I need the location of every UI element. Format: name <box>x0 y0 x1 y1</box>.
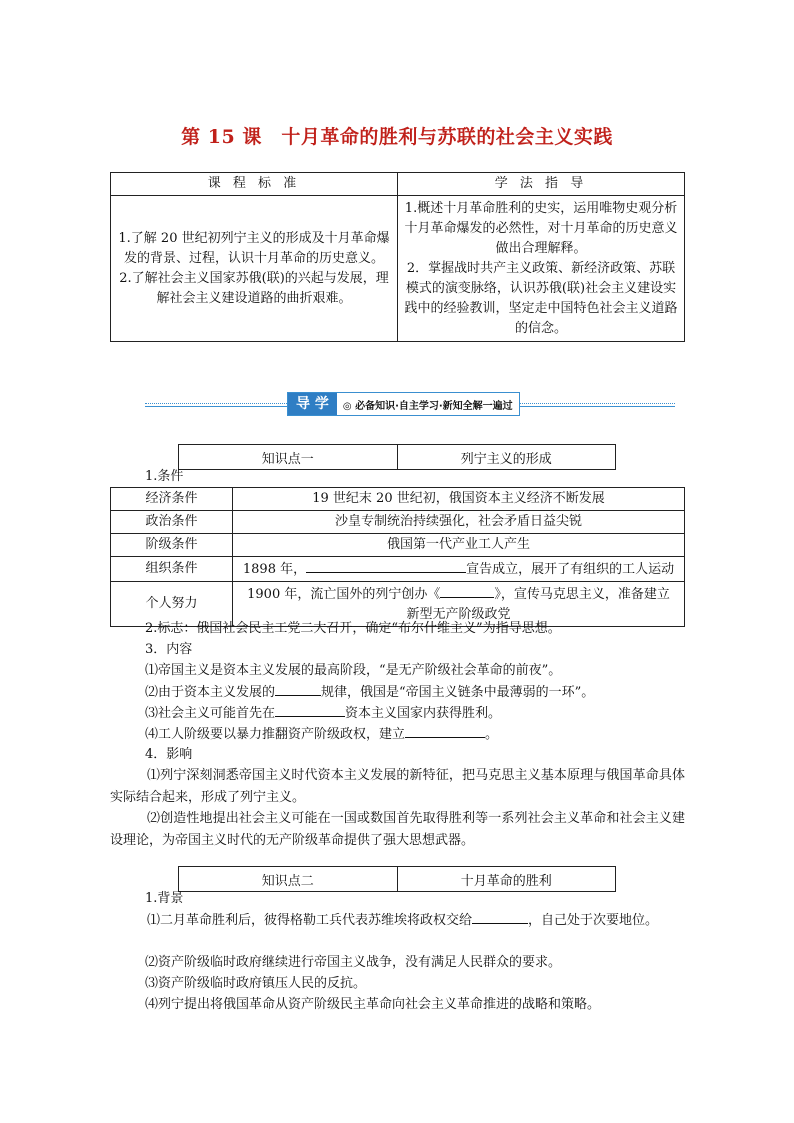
condition-text: 1898 年， <box>242 562 307 577</box>
kp2-name: 十月革命的胜利 <box>397 867 616 892</box>
kp1-section-conditions: 1.条件 <box>145 469 184 484</box>
method-guide-header: 学 法 指 导 <box>398 173 685 196</box>
standards-header: 课 程 标 准 <box>111 173 398 196</box>
kp2-section-background: 1.背景 <box>145 891 184 906</box>
content-text: ⑷工人阶级要以暴力推翻资产阶级政权，建立 <box>145 727 406 742</box>
curriculum-standards-table <box>110 172 685 342</box>
content-item <box>145 702 685 725</box>
background-text: ⑴二月革命胜利后，彼得格勒工兵代表苏维埃将政权交给 <box>147 913 473 928</box>
kp2-label: 知识点二 <box>179 867 398 892</box>
banner-tag <box>287 392 520 416</box>
conditions-table <box>110 487 685 627</box>
banner-label: 导 学 <box>288 393 337 415</box>
content-item: ⑴帝国主义是资本主义发展的最高阶段，“是无产阶级社会革命的前夜”。 <box>145 663 562 678</box>
background-item: ⑶资产阶级临时政府镇压人民的反抗。 <box>145 976 367 991</box>
content-text: 规律，俄国是“帝国主义链条中最薄弱的一环”。 <box>321 685 595 700</box>
background-item <box>110 909 685 932</box>
condition-key: 个人努力 <box>111 582 233 627</box>
content-item <box>145 723 685 746</box>
impact-item: ⑵创造性地提出社会主义可能在一国或数国首先取得胜利等一系列社会主义革命和社会主义建设理论，为帝国主义时代的无产阶级革命提供了强大思想武器。 <box>110 811 685 848</box>
kp1-sign: 2.标志：俄国社会民主工党二大召开，确定“布尔什维主义”为指导思想。 <box>145 621 561 636</box>
condition-key: 组织条件 <box>111 557 233 582</box>
banner-subtitle: ◎ 必备知识·自主学习·新知全解一遍过 <box>342 400 513 412</box>
content-text: 资本主义国家内获得胜利。 <box>345 706 502 721</box>
condition-text: 新型无产阶级政党 <box>406 607 511 622</box>
condition-value: 19 世纪末 20 世纪初，俄国资本主义经济不断发展 <box>233 488 685 511</box>
guide-item: 2．掌握战时共产主义政策、新经济政策、苏联模式的演变脉络，认识苏俄(联)社会主义建设实践中的经验教训，坚定走中国特色社会主义道路的信念。 <box>404 260 678 336</box>
section-banner <box>145 392 675 416</box>
guide-item: 1.概述十月革命胜利的史实，运用唯物史观分析十月革命爆发的必然性，对十月革命的历史意义做出合理解释。 <box>404 200 678 256</box>
fill-in-blank[interactable] <box>306 558 466 573</box>
fill-in-blank[interactable] <box>405 723 485 738</box>
content-text: 。 <box>485 727 499 742</box>
standard-item: 2.了解社会主义国家苏俄(联)的兴起与发展，理解社会主义建设道路的曲折艰难。 <box>119 270 389 306</box>
standards-cell <box>111 196 398 342</box>
background-item: ⑵资产阶级临时政府继续进行帝国主义战争，没有满足人民群众的要求。 <box>145 955 562 970</box>
condition-value: 沙皇专制统治持续强化，社会矛盾日益尖锐 <box>233 511 685 534</box>
content-item <box>145 681 685 704</box>
condition-key: 阶级条件 <box>111 534 233 557</box>
impact-item: ⑴列宁深刻洞悉帝国主义时代资本主义发展的新特征，把马克思主义基本原理与俄国革命具体实际结合起来，形成了列宁主义。 <box>110 768 685 805</box>
condition-key: 政治条件 <box>111 511 233 534</box>
background-text: ，自己处于次要地位。 <box>528 913 659 928</box>
content-text: ⑵由于资本主义发展的 <box>145 685 276 700</box>
background-item: ⑷列宁提出将俄国革命从资产阶级民主革命向社会主义革命推进的战略和策略。 <box>145 997 601 1012</box>
condition-value: 俄国第一代产业工人产生 <box>233 534 685 557</box>
fill-in-blank[interactable] <box>440 583 494 598</box>
content-text: ⑶社会主义可能首先在 <box>145 706 276 721</box>
fill-in-blank[interactable] <box>472 909 528 924</box>
condition-key: 经济条件 <box>111 488 233 511</box>
kp1-label: 知识点一 <box>179 445 398 470</box>
standard-item: 1.了解 20 世纪初列宁主义的形成及十月革命爆发的背景、过程，认识十月革命的历史意义。 <box>118 230 390 266</box>
condition-value <box>233 557 685 582</box>
kp1-section-impact: 4．影响 <box>145 747 193 762</box>
method-guide-cell <box>398 196 685 342</box>
fill-in-blank[interactable] <box>275 681 321 696</box>
page-title: 第 15 课 十月革命的胜利与苏联的社会主义实践 <box>181 126 613 148</box>
kp1-section-content: 3．内容 <box>145 642 193 657</box>
condition-text: 1900 年，流亡国外的列宁创办《 <box>247 587 441 602</box>
kp1-name: 列宁主义的形成 <box>397 445 616 470</box>
condition-text: 宣告成立，展开了有组织的工人运动 <box>466 562 675 577</box>
fill-in-blank[interactable] <box>275 702 345 717</box>
condition-text: 》，宣传马克思主义，准备建立 <box>494 587 670 602</box>
